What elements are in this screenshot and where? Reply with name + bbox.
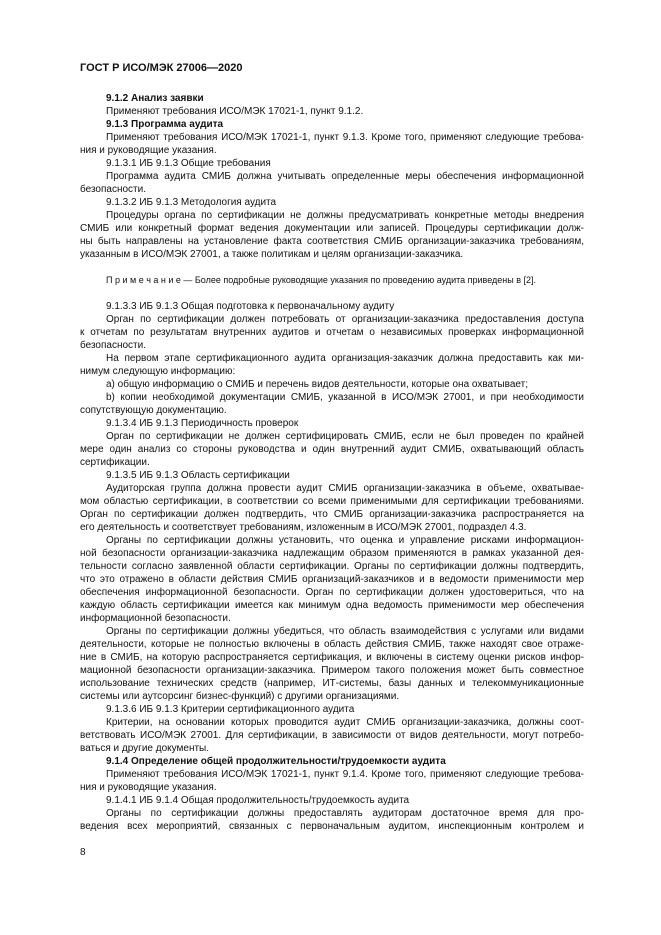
text-line: Органы по сертификации должны убедиться, что область взаимодействия с услугами или видами xyxy=(106,626,584,637)
text-line: Органы по сертификации должны установить, что оценка и управление рисками информацион- xyxy=(106,535,584,546)
text-line: 9.1.4.1 ИБ 9.1.4 Общая продолжительность/трудоемкость аудита xyxy=(106,795,410,806)
text-line: тельности согласно заявленной области сертификации. Органы по сертификации должны подтвердить, xyxy=(80,561,584,572)
text-line: 9.1.3.1 ИБ 9.1.3 Общие требования xyxy=(106,158,271,169)
text-line: указанным в ИСО/МЭК 27001, а также политикам и целям организации-заказчика. xyxy=(80,249,464,260)
text-line: Аудиторская группа должна провести аудит СМИБ организации-заказчика в объеме, охватывае- xyxy=(106,483,584,494)
text-line: 9.1.4 Определение общей продолжительности/трудоемкости аудита xyxy=(106,756,446,767)
text-line: Применяют требования ИСО/МЭК 17021-1, пункт 9.1.3. Кроме того, применяют следующие требова- xyxy=(106,132,584,143)
text-line: 9.1.3.6 ИБ 9.1.3 Критерии сертификационного аудита xyxy=(106,704,355,715)
text-line: Органы по сертификации должны предоставлять аудиторам достаточное время для про- xyxy=(106,808,584,819)
text-line: 9.1.3.2 ИБ 9.1.3 Методология аудита xyxy=(106,197,277,208)
text-line: ния и руководящие указания. xyxy=(80,145,217,156)
document-header: ГОСТ Р ИСО/МЭК 27006—2020 xyxy=(80,62,243,74)
page-number: 8 xyxy=(80,847,86,858)
text-line: Применяют требования ИСО/МЭК 17021-1, пункт 9.1.2. xyxy=(106,106,364,117)
text-line: 9.1.3.5 ИБ 9.1.3 Область сертификации xyxy=(106,470,290,481)
text-line: каждую область сертификации имеется как минимум одна ведомость применимости мер обеспечения xyxy=(80,600,584,611)
text-line: ветствовать ИСО/МЭК 27001. Для сертификации, в зависимости от видов деятельности, могут потребо- xyxy=(80,730,584,741)
text-line: На первом этапе сертификационного аудита организация-заказчик должна предоставить как ми- xyxy=(106,353,584,364)
text-line: Орган по сертификации не должен сертифицировать СМИБ, если не был проведен по крайней xyxy=(106,431,584,442)
text-line: сертификации. xyxy=(80,457,150,468)
text-line: 9.1.3 Программа аудита xyxy=(106,119,224,130)
text-line: П р и м е ч а н и е — Более подробные руководящие указания по проведению аудита приведены в [2]. xyxy=(106,275,537,285)
text-line: Программа аудита СМИБ должна учитывать определенные меры обеспечения информационной xyxy=(106,171,584,182)
text-line: ведения всех мероприятий, связанных с первоначальным аудитом, инспекционным контролем и xyxy=(80,821,584,832)
text-line: безопасности. xyxy=(80,184,146,195)
text-line: Применяют требования ИСО/МЭК 17021-1, пункт 9.1.4. Кроме того, применяют следующие требова- xyxy=(106,769,584,780)
text-line: ны быть направлены на установление факта соответствия СМИБ организации-заказчика требованиям, xyxy=(80,236,584,247)
text-line: информационной безопасности. xyxy=(80,613,231,624)
text-line: безопасности. xyxy=(80,340,146,351)
text-line: ваться и другие документы. xyxy=(80,743,210,754)
text-line: 9.1.2 Анализ заявки xyxy=(106,93,204,104)
text-line: мере один анализ со стороны руководства и один внутренний аудит СМИБ, охватывающий область xyxy=(80,444,584,455)
text-line: его деятельность и соответствует требованиям, изложенным в ИСО/МЭК 27001, подраздел 4.3. xyxy=(80,522,527,533)
text-line: a) общую информацию о СМИБ и перечень видов деятельности, которые она охватывает; xyxy=(106,379,529,390)
text-line: сопутствующую документацию. xyxy=(80,405,227,416)
text-line: что это отражено в области действия СМИБ организаций-заказчиков и в ведомости применимости мер xyxy=(80,574,584,585)
text-line: b) копии необходимой документации СМИБ, указанной в ИСО/МЭК 27001, и при необходимости xyxy=(106,392,584,403)
text-line: Орган по сертификации должен потребовать от организации-заказчика предоставления доступа xyxy=(106,314,584,325)
blank-line xyxy=(80,287,584,300)
text-line: обеспечения информационной безопасности. Орган по сертификации должен удостовериться, что на xyxy=(80,587,584,598)
text-line: 9.1.3.3 ИБ 9.1.3 Общая подготовка к первоначальному аудиту xyxy=(106,301,395,312)
text-line: нимум следующую информацию: xyxy=(80,366,236,377)
text-line: к отчетам по результатам внутренних аудитов и отчетам о независимых проверках информационной xyxy=(80,327,584,338)
text-line: мом областью сертификации, в соответствии со всеми применимыми для сертификации требованиями. xyxy=(80,496,584,507)
text-line: использование технических средств (например, ИТ-системы, базы данных и телекоммуникационные xyxy=(80,678,584,689)
text-line: Критерии, на основании которых проводится аудит СМИБ организации-заказчика, должны соот- xyxy=(106,717,584,728)
text-line: ния и руководящие указания. xyxy=(80,782,217,793)
text-line: Процедуры органа по сертификации не должны предусматривать конкретные методы внедрения xyxy=(106,210,584,221)
document-body xyxy=(80,92,584,833)
text-line: мационной безопасности организации-заказчика. Примером такого положения может быть совместное xyxy=(80,665,584,676)
blank-line xyxy=(80,261,584,274)
text-line: деятельности, которые не полностью включены в область действия СМИБ, также находят свое отраже- xyxy=(80,639,584,650)
text-line: системы или аутсорсинг бизнес-функций) с другими организациями. xyxy=(80,691,400,702)
text-line: ной безопасности организации-заказчика надлежащим образом применяются в рамках указанной дея- xyxy=(80,548,584,559)
text-line: ние в СМИБ, на которую распространяется сертификация, и включены в систему оценки рисков инфор- xyxy=(80,652,584,663)
text-line: СМИБ или конкретный формат ведения документации или записей. Процедуры сертификации долж- xyxy=(80,223,584,234)
text-line: 9.1.3.4 ИБ 9.1.3 Периодичность проверок xyxy=(106,418,299,429)
text-line: Орган по сертификации должен подтвердить, что СМИБ организации-заказчика распространяется на xyxy=(80,509,584,520)
